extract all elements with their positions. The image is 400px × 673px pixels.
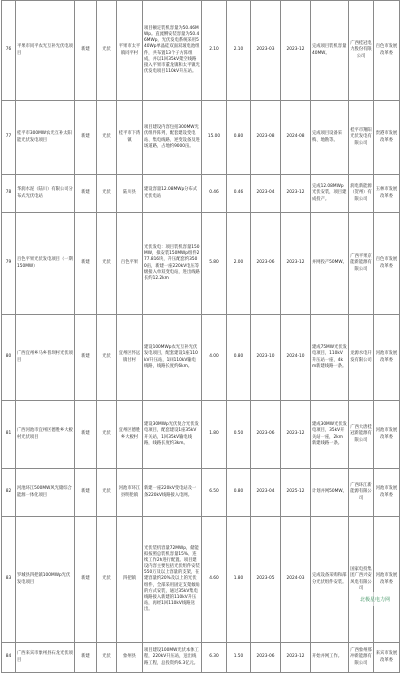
start-date-cell: 2023-06 [251, 643, 281, 673]
table-row [2, 1, 400, 101]
category-cell: 光伏 [97, 517, 117, 643]
category-cell: 光伏 [97, 175, 117, 213]
end-date-cell: 2023-12 [281, 401, 311, 469]
total-investment-cell: 5.80 [202, 213, 227, 315]
row-number-cell: 78 [2, 175, 16, 213]
construction-content-cell: 光伏装机容量72MWp，储能拟按照总装机容量15%、连续工作2h进行配置。项目建设内容主要包括光伏组件安装550万及以上容量的支架，在建容量约20%及以上的光伏组件，全部采用固定支架倾角的方式安装，通过35kV集电线路接入新建的110kV升压站，再经1回110kV线路送出。 [143, 517, 202, 643]
row-number-cell: 81 [2, 401, 16, 469]
project-table [1, 0, 400, 673]
annual-target-cell: 建成75MW光伏发电项目，110kV升压站一座、4km新建线路一条。 [311, 315, 349, 401]
construction-nature-cell: 新建 [75, 315, 97, 401]
owner-unit-cell: 广西桂冠电力股份有限公司 [349, 1, 374, 101]
total-investment-cell: 4.00 [202, 315, 227, 401]
owner-unit-cell: 润电新能源（贺州）有限公司 [349, 175, 374, 213]
annual-investment-cell: 0.50 [227, 401, 251, 469]
end-date-cell: 2025-12 [281, 469, 311, 517]
annual-investment-cell: 1.50 [227, 643, 251, 673]
annual-target-cell: 完成12.08MWp光伏安装，项目建成投产。 [311, 175, 349, 213]
annual-target-cell: 完成项目设备采购、地勘等。 [311, 101, 349, 175]
project-name-cell: 广西宜州乡马乡普坝村光伏项目 [16, 315, 75, 401]
annual-target-cell: 并网投产50MW。 [311, 213, 349, 315]
table-row [2, 401, 400, 469]
authority-cell: 来宾市发展改革委 [374, 643, 400, 673]
table-row [2, 315, 400, 401]
row-number-cell: 77 [2, 101, 16, 175]
total-investment-cell: 0.46 [202, 175, 227, 213]
project-name-cell: 桂平市300MW农光互补太阳能光伏发电项目 [16, 101, 75, 175]
start-date-cell: 2023-04 [251, 175, 281, 213]
project-name-cell: 广西来宾市象州县石龙光伏项目 [16, 643, 75, 673]
construction-content-cell: 建设容量12.08MWp分布式光伏电站 [143, 175, 202, 213]
construction-nature-cell: 新建 [75, 1, 97, 101]
construction-content-cell: 建设30MWp光伏复合光伏发电项目，配套建设1座35kV开关站，1回35kV输电线路，线路长度约3km。 [143, 401, 202, 469]
row-number-cell: 76 [2, 1, 16, 101]
start-date-cell: 2023-08 [251, 101, 281, 175]
project-name-cell: 河池环江500MW风光储综合能源一体化项目 [16, 469, 75, 517]
owner-unit-cell: 广西象州那冲新能源有限公司 [349, 643, 374, 673]
location-cell: 宜州区怀远镇甘村 [117, 315, 143, 401]
start-date-cell: 2023-06 [251, 401, 281, 469]
annual-investment-cell: 1.80 [227, 517, 251, 643]
start-date-cell: 2023-06 [251, 213, 281, 315]
authority-cell: 百色市发展改革委 [374, 1, 400, 101]
location-cell: 象州县 [117, 643, 143, 673]
annual-target-cell: 计划并网50MW。 [311, 469, 349, 517]
construction-content-cell: 项目建设内容包括300MW光伏组件阵列，配套建设变电站、集电线路、逆变设备及进场道路，占地约9000亩。 [143, 101, 202, 175]
total-investment-cell: 6.50 [202, 469, 227, 517]
owner-unit-cell: 广西环江新能源有限公司 [349, 469, 374, 517]
authority-cell: 贵港市发展改革委 [374, 101, 400, 175]
construction-content-cell: 项目建设100MW光伏本体工程，220kV升压站，送出线路工程，总投资约6.3亿元。 [143, 643, 202, 673]
table-row [2, 175, 400, 213]
authority-cell: 玉林市发展改革委 [374, 175, 400, 213]
authority-cell: 河池市发展改革委 [374, 315, 400, 401]
annual-target-cell: 完成设备采购和部分光伏组件安装。 [311, 517, 349, 643]
category-cell: 光伏 [97, 101, 117, 175]
location-cell: 宜州区德胜乡大板村 [117, 401, 143, 469]
row-number-cell: 79 [2, 213, 16, 315]
start-date-cell: 2023-03 [251, 1, 281, 101]
annual-investment-cell: 0.80 [227, 315, 251, 401]
annual-investment-cell: 0.80 [227, 469, 251, 517]
location-cell: 河池市环江县明伦镇 [117, 469, 143, 517]
start-date-cell: 2023-04 [251, 469, 281, 517]
annual-target-cell: 建成30MW光伏发电项目，35kV开关站一座，2km新建线路一条。 [311, 401, 349, 469]
location-cell: 平果市太平镇同平村 [117, 1, 143, 101]
start-date-cell: 2023-10 [251, 315, 281, 401]
construction-content-cell: 光伏发电：项目装机容量150MW，拟安装150MWp组件277.816块，升压配套约3500亩，新建一座220kV电压等级接入单双变电站，进出线路长约12.2km [143, 213, 202, 315]
end-date-cell: 2024-03 [281, 517, 311, 643]
category-cell: 光伏 [97, 401, 117, 469]
project-name-cell: 百色平果光伏发电项目（一期150MW） [16, 213, 75, 315]
annual-investment-cell: 0.80 [227, 101, 251, 175]
total-investment-cell: 15.00 [202, 101, 227, 175]
construction-nature-cell: 新建 [75, 469, 97, 517]
authority-cell: 百色市发展改革委 [374, 213, 400, 315]
end-date-cell: 2023-12 [281, 213, 311, 315]
location-cell: 四把镇 [117, 517, 143, 643]
total-investment-cell: 6.30 [202, 643, 227, 673]
authority-cell: 河池市发展改革委 [374, 517, 400, 643]
location-cell: 百色平果 [117, 213, 143, 315]
annual-target-cell: 完成项目装机容量40MW。 [311, 1, 349, 101]
row-number-cell: 80 [2, 315, 16, 401]
project-name-cell: 华润水泥（陆川）有限公司分布式光伏电站 [16, 175, 75, 213]
construction-nature-cell: 新建 [75, 401, 97, 469]
total-investment-cell: 2.10 [202, 1, 227, 101]
annual-investment-cell: 2.00 [227, 213, 251, 315]
category-cell: 光伏 [97, 213, 117, 315]
construction-content-cell: 新建一座220kV变电站及一条220kV线路接入电网。 [143, 469, 202, 517]
owner-unit-cell: 桂平市翔阳光伏发电有限公司 [349, 101, 374, 175]
construction-content-cell: 项目额定装机容量为50.46MWp。直流侧安装容量为50.46MWp，光伏发电系统采用540Wp单晶硅双面双玻电池组件，共布置13个子方阵组成，并以1回35kV架空线路接入平果市董龙镇和太平镇光伏发电项目110kV升压站。 [143, 1, 202, 101]
location-cell: 陆川县 [117, 175, 143, 213]
annual-investment-cell: 0.46 [227, 175, 251, 213]
construction-nature-cell: 新建 [75, 213, 97, 315]
authority-cell: 河池市发展改革委 [374, 469, 400, 517]
category-cell: 光伏 [97, 1, 117, 101]
construction-nature-cell: 新建 [75, 101, 97, 175]
table-row [2, 469, 400, 517]
table-row [2, 213, 400, 315]
authority-cell: 河池市发展改革委 [374, 401, 400, 469]
category-cell: 光伏 [97, 643, 117, 673]
owner-unit-cell: 广西平果京能新能源有限公司 [349, 213, 374, 315]
construction-nature-cell: 新建 [75, 643, 97, 673]
end-date-cell: 2023-12 [281, 643, 311, 673]
end-date-cell: 2024-08 [281, 101, 311, 175]
table-row [2, 643, 400, 673]
end-date-cell: 2023-12 [281, 1, 311, 101]
annual-target-cell: 开始并网工作。 [311, 643, 349, 673]
table-row [2, 517, 400, 643]
owner-unit-cell: 国家电投集团广西兴安风电有限公司 [349, 517, 374, 643]
table-row [2, 101, 400, 175]
row-number-cell: 83 [2, 517, 16, 643]
row-number-cell: 84 [2, 643, 16, 673]
location-cell: 桂平市下湾镇 [117, 101, 143, 175]
project-name-cell: 平果市同平农光互补光伏电项目 [16, 1, 75, 101]
owner-unit-cell: 广西大唐桂冠新能源有限公司 [349, 401, 374, 469]
project-name-cell: 罗城县四把镇100MWp光伏发电项目 [16, 517, 75, 643]
end-date-cell: 2023-12 [281, 175, 311, 213]
construction-nature-cell: 新建 [75, 517, 97, 643]
table-body [2, 1, 400, 673]
end-date-cell: 2024-10 [281, 315, 311, 401]
project-name-cell: 广西河池市宜州区德胜乡大板村光伏项目 [16, 401, 75, 469]
construction-content-cell: 建设100MWp农光互补光伏发电项目，配套建设1座110kV升压站，1回110kV输电线路，线路长度约6km。 [143, 315, 202, 401]
start-date-cell: 2023-05 [251, 517, 281, 643]
owner-unit-cell: 龙源水电开发有限公司 [349, 315, 374, 401]
row-number-cell: 82 [2, 469, 16, 517]
category-cell: 光伏 [97, 315, 117, 401]
total-investment-cell: 4.60 [202, 517, 227, 643]
category-cell: 光伏 [97, 469, 117, 517]
construction-nature-cell: 新建 [75, 175, 97, 213]
total-investment-cell: 1.80 [202, 401, 227, 469]
annual-investment-cell: 2.10 [227, 1, 251, 101]
watermark-logo: 北极星电力网 [352, 592, 398, 606]
